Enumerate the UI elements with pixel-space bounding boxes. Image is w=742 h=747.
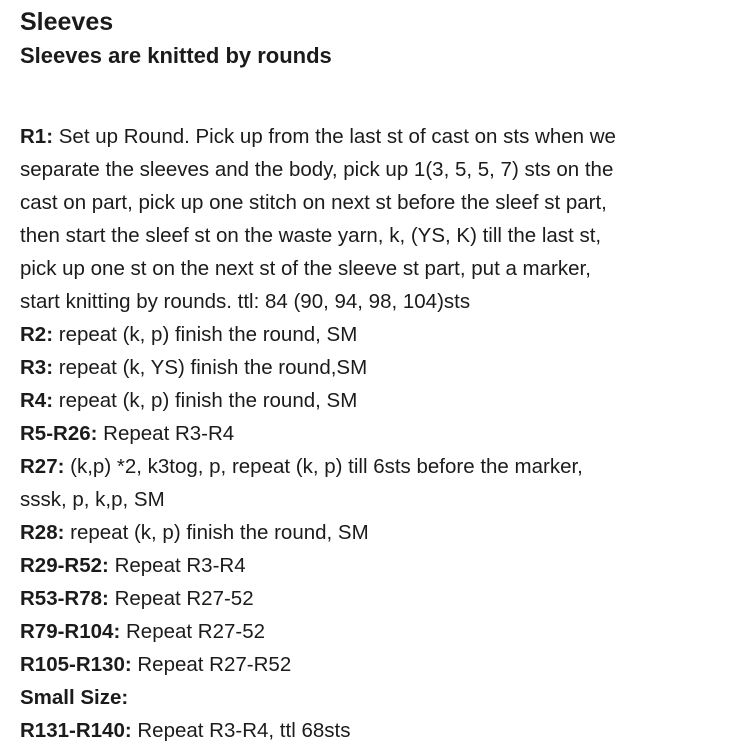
- instruction-line: [20, 153, 735, 186]
- row-label: R27:: [20, 455, 65, 478]
- row-label: R4:: [20, 389, 54, 412]
- section-title: Sleeves: [20, 8, 114, 36]
- instruction-row: [20, 417, 735, 450]
- row-text: repeat (k, p) finish the round, SM: [58, 389, 358, 412]
- row-text: Repeat R3-R4: [103, 422, 235, 445]
- row-text: Set up Round. Pick up from the last st of cast on sts when we: [58, 125, 616, 148]
- instruction-line: [20, 417, 735, 450]
- instruction-row: [20, 648, 735, 681]
- instruction-line: [20, 516, 735, 549]
- instruction-row: [20, 516, 735, 549]
- row-label: R2:: [20, 323, 54, 346]
- instruction-line: [20, 714, 735, 747]
- row-label: R53-R78:: [20, 587, 109, 610]
- row-text: sssk, p, k,p, SM: [20, 488, 165, 511]
- instruction-line: [20, 186, 735, 219]
- row-text: repeat (k, p) finish the round, SM: [70, 521, 369, 544]
- instruction-line: [20, 483, 735, 516]
- row-label: R28:: [20, 521, 65, 544]
- instruction-row: [20, 351, 735, 384]
- instruction-line: [20, 648, 735, 681]
- row-group-small-size: [20, 714, 735, 747]
- instruction-line: [20, 582, 735, 615]
- instruction-row: [20, 714, 735, 747]
- row-text: repeat (k, YS) finish the round,SM: [58, 356, 368, 379]
- row-text: separate the sleeves and the body, pick up 1(3, 5, 5, 7) sts on the: [20, 158, 614, 181]
- instruction-line: [20, 219, 735, 252]
- row-text: Repeat R27-R52: [137, 653, 292, 676]
- row-label: R3:: [20, 356, 54, 379]
- instruction-line: [20, 351, 735, 384]
- row-label: R1:: [20, 125, 54, 148]
- row-text: Repeat R3-R4, ttl 68sts: [137, 719, 351, 742]
- row-text: Repeat R27-52: [114, 587, 254, 610]
- row-text: cast on part, pick up one stitch on next st before the sleef st part,: [20, 191, 607, 214]
- row-text: repeat (k, p) finish the round, SM: [58, 323, 358, 346]
- size-heading: Small Size:: [20, 686, 129, 709]
- row-text: start knitting by rounds. ttl: 84 (90, 94, 98, 104)sts: [20, 290, 471, 313]
- document-page: [20, 6, 735, 747]
- row-group-main: [20, 120, 735, 681]
- instruction-list: [20, 120, 735, 747]
- instruction-row: [20, 318, 735, 351]
- row-text: Repeat R27-52: [125, 620, 266, 643]
- instruction-line: [20, 252, 735, 285]
- instruction-row: [20, 615, 735, 648]
- instruction-line: [20, 615, 735, 648]
- instruction-row: [20, 549, 735, 582]
- instruction-row: [20, 120, 735, 318]
- instruction-row: [20, 582, 735, 615]
- row-label: R29-R52:: [20, 554, 109, 577]
- instruction-line: [20, 384, 735, 417]
- row-label: R131-R140:: [20, 719, 132, 742]
- instruction-line: [20, 318, 735, 351]
- row-text: then start the sleef st on the waste yarn, k, (YS, K) till the last st,: [20, 224, 602, 247]
- row-label: R5-R26:: [20, 422, 98, 445]
- instruction-line: [20, 450, 735, 483]
- instruction-line: [20, 285, 735, 318]
- row-label: R105-R130:: [20, 653, 132, 676]
- row-label: R79-R104:: [20, 620, 121, 643]
- row-text: (k,p) *2, k3tog, p, repeat (k, p) till 6sts before the marker,: [70, 455, 583, 478]
- instruction-line: [20, 120, 735, 153]
- instruction-line: [20, 549, 735, 582]
- row-text: pick up one st on the next st of the sleeve st part, put a marker,: [20, 257, 591, 280]
- instruction-row: [20, 384, 735, 417]
- instruction-row: [20, 450, 735, 516]
- row-text: Repeat R3-R4: [114, 554, 246, 577]
- section-subtitle: Sleeves are knitted by rounds: [20, 43, 332, 68]
